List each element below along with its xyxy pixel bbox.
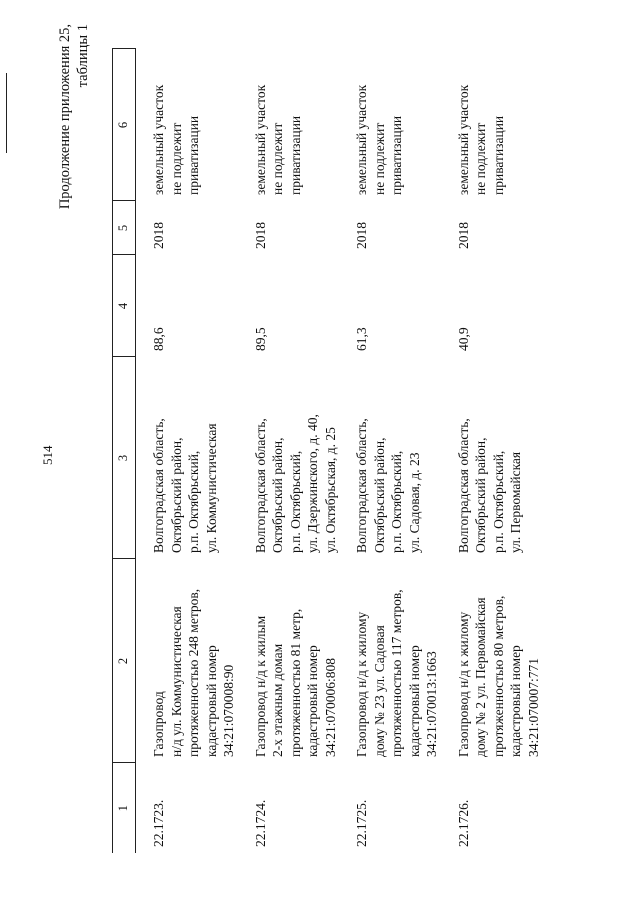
object-address xyxy=(455,357,557,559)
object-note-line: приватизации xyxy=(490,115,506,195)
continuation-heading xyxy=(56,24,92,304)
table-body xyxy=(136,49,557,853)
object-address xyxy=(353,357,455,559)
object-address-line: Волгоградская область, xyxy=(455,418,471,553)
object-address-line: Волгоградская область, xyxy=(252,418,268,553)
object-value: 61,3 xyxy=(354,327,369,351)
object-address-line: ул. Первомайская xyxy=(508,451,523,553)
object-address-line: р.п. Октябрьский, xyxy=(186,450,201,553)
object-name-line: н/д ул. Коммунистическая xyxy=(168,606,184,757)
object-note-line: земельный участок xyxy=(151,84,166,195)
page-number: 514 xyxy=(40,445,55,465)
object-note xyxy=(150,49,252,201)
object-name-line: кадастровый номер xyxy=(305,645,320,757)
continuation-line-2: таблицы 1 xyxy=(75,24,91,88)
top-rule xyxy=(6,73,7,153)
column-number-row xyxy=(113,49,136,853)
column-header-1: 1 xyxy=(113,763,136,853)
object-year: 2018 xyxy=(354,222,369,249)
row-number: 22.1724. xyxy=(252,799,268,847)
object-note-line: приватизации xyxy=(287,115,303,195)
row-number: 22.1725. xyxy=(354,799,369,847)
object-address-line: р.п. Октябрьский, xyxy=(490,450,506,553)
object-name-line: 2-х этажным домам xyxy=(270,643,285,757)
object-address-line: ул. Октябрьская, д. 25 xyxy=(322,427,338,553)
object-address-line: ул. Садовая, д. 23 xyxy=(406,452,422,553)
object-name xyxy=(353,559,455,763)
column-header-4: 4 xyxy=(113,255,136,357)
object-year: 2018 xyxy=(252,222,268,249)
object-note-line: земельный участок xyxy=(455,84,471,195)
object-address-line: Октябрьский район, xyxy=(473,437,488,553)
object-name xyxy=(252,559,354,763)
table-row xyxy=(455,49,557,853)
object-address-line: р.п. Октябрьский, xyxy=(287,450,303,553)
object-name-line: протяженностью 117 метров, xyxy=(389,589,404,757)
table-row xyxy=(353,49,455,853)
object-name-line: 34:21:070007:771 xyxy=(525,657,541,757)
row-number: 22.1726. xyxy=(455,799,471,847)
object-year: 2018 xyxy=(151,222,166,249)
object-note xyxy=(353,49,455,201)
table-row xyxy=(252,49,354,853)
object-note-line: земельный участок xyxy=(252,84,268,195)
table-row xyxy=(150,49,252,853)
continuation-line-1: Продолжение приложения 25, xyxy=(57,24,73,210)
object-address-line: Волгоградская область, xyxy=(151,418,166,553)
object-address-line: Октябрьский район, xyxy=(371,437,387,553)
object-name-line: 34:21:070006:808 xyxy=(322,657,338,757)
row-number: 22.1723. xyxy=(151,799,166,847)
object-address xyxy=(252,357,354,559)
object-address-line: Октябрьский район, xyxy=(168,437,184,553)
object-name-line: Газопровод н/д к жилому xyxy=(455,611,471,757)
column-header-5: 5 xyxy=(113,201,136,255)
object-address-line: ул. Коммунистическая xyxy=(203,423,219,553)
object-value: 89,5 xyxy=(252,327,268,351)
object-value: 88,6 xyxy=(151,327,166,351)
object-year: 2018 xyxy=(455,222,471,249)
object-name-line: кадастровый номер xyxy=(508,645,523,757)
object-name-line: Газопровод н/д к жилым xyxy=(252,615,268,757)
property-table xyxy=(112,49,556,854)
object-address-line: Октябрьский район, xyxy=(270,437,285,553)
object-note xyxy=(252,49,354,201)
object-address-line: ул. Дзержинского, д. 40, xyxy=(305,414,320,553)
object-name-line: протяженностью 248 метров, xyxy=(186,588,201,757)
object-note-line: не подлежит xyxy=(473,122,488,195)
object-name-line: 34:21:070013:1663 xyxy=(424,651,439,757)
object-note xyxy=(455,49,557,201)
object-note-line: земельный участок xyxy=(354,84,369,195)
object-address-line: Волгоградская область, xyxy=(354,418,369,553)
object-name-line: 34:21:070008:90 xyxy=(221,664,236,757)
column-header-3: 3 xyxy=(113,357,136,559)
object-address-line: р.п. Октябрьский, xyxy=(389,450,404,553)
object-name xyxy=(150,559,252,763)
object-name-line: Газопровод н/д к жилому xyxy=(354,611,369,757)
object-note-line: приватизации xyxy=(186,115,201,195)
object-name-line: кадастровый номер xyxy=(203,645,219,757)
object-address xyxy=(150,357,252,559)
object-note-line: не подлежит xyxy=(371,122,387,195)
column-header-2: 2 xyxy=(113,559,136,763)
column-header-6: 6 xyxy=(113,49,136,201)
object-name xyxy=(455,559,557,763)
object-value: 40,9 xyxy=(455,327,471,351)
object-name-line: протяженностью 80 метров, xyxy=(490,595,506,757)
object-note-line: приватизации xyxy=(389,115,404,195)
object-note-line: не подлежит xyxy=(270,122,285,195)
object-name-line: протяженностью 81 метр, xyxy=(287,608,303,757)
object-note-line: не подлежит xyxy=(168,122,184,195)
object-name-line: дому № 23 ул. Садовая xyxy=(371,625,387,757)
object-name-line: Газопровод xyxy=(151,691,166,757)
object-name-line: дому № 2 ул. Первомайская xyxy=(473,597,488,757)
object-name-line: кадастровый номер xyxy=(406,645,422,757)
